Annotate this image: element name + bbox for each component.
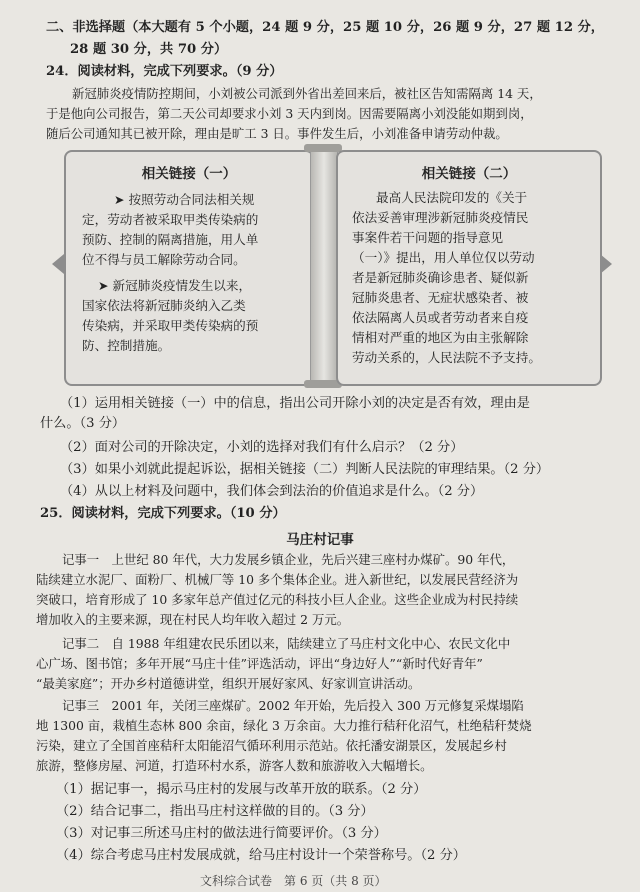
spine-cap-top — [304, 144, 342, 152]
related-link-one-line: 定，劳动者被采取甲类传染病的 — [82, 212, 259, 227]
related-link-two-line: （一）》提出，用人单位仅以劳动 — [352, 250, 535, 265]
box-arrow-right — [600, 254, 612, 274]
related-link-one-line: 防、控制措施。 — [82, 338, 171, 353]
page-footer: 文科综合试卷 第 6 页（共 8 页） — [200, 874, 387, 888]
related-link-two-line: 依法隔离人员或者劳动者来自疫 — [352, 310, 529, 325]
q25-material-line: “最美家庭”；开办乡村道德讲堂，组织开展好家风、好家训宣讲活动。 — [36, 676, 421, 691]
q24-heading: 24．阅读材料，完成下列要求。（9 分） — [46, 64, 283, 79]
q24-question-4: （4）从以上材料及问题中，我们体会到法治的价值追求是什么。（2 分） — [60, 484, 484, 499]
q25-heading: 25．阅读材料，完成下列要求。（10 分） — [40, 506, 286, 521]
related-link-one-box — [64, 150, 314, 386]
related-link-two-line: 劳动关系的，人民法院不予支持。 — [352, 350, 541, 365]
q24-question-1: （1）运用相关链接（一）中的信息，指出公司开除小刘的决定是否有效，理由是 — [60, 396, 530, 411]
related-link-two-line: 最高人民法院印发的《关于 — [376, 190, 528, 205]
q25-subtitle: 马庄村记事 — [286, 532, 354, 548]
q24-material-line: 新冠肺炎疫情防控期间，小刘被公司派到外省出差回来后，被社区告知需隔离 14 天， — [72, 86, 542, 101]
q25-material-line: 地 1300 亩，栽植生态林 800 余亩，绿化 3 万余亩。大力推行秸秆化沼气，杜绝秸秆焚烧 — [36, 718, 532, 733]
q25-question-1: （1）据记事一，揭示马庄村的发展与改革开放的联系。（2 分） — [56, 782, 427, 797]
q24-question-2: （2）面对公司的开除决定，小刘的选择对我们有什么启示？（2 分） — [60, 440, 464, 455]
q25-material-line: 记事二 自 1988 年组建农民乐团以来，陆续建立了马庄村文化中心、农民文化中 — [62, 636, 511, 651]
related-link-two-line: 依法妥善审理涉新冠肺炎疫情民 — [352, 210, 529, 225]
related-link-one-line: 预防、控制的隔离措施，用人单 — [82, 232, 259, 247]
book-spine-divider — [310, 148, 338, 384]
q25-question-3: （3）对记事三所述马庄村的做法进行简要评价。（3 分） — [56, 826, 387, 841]
related-link-two-line: 冠肺炎患者、无症状感染者、被 — [352, 290, 529, 305]
related-link-one-title: 相关链接（一） — [141, 166, 237, 182]
q25-material-line: 污染，建立了全国首座秸秆太阳能沼气循环利用示范站。依托潘安湖景区，发展起乡村 — [36, 738, 507, 753]
q25-material-line: 突破口，培育形成了 10 多家年总产值过亿元的科技小巨人企业。这些企业成为村民持续 — [36, 592, 519, 607]
related-link-two-line: 者是新冠肺炎确诊患者、疑似新 — [352, 270, 529, 285]
box-arrow-left — [52, 254, 64, 274]
related-link-two-box — [336, 150, 602, 386]
q24-material-line: 随后公司通知其已被开除，理由是旷工 3 日。事件发生后，小刘准备申请劳动仲裁。 — [46, 126, 508, 141]
q24-material-line: 于是他向公司报告，第二天公司却要求小刘 3 天内到岗。因需要隔离小刘没能如期到岗， — [46, 106, 533, 121]
q25-material-line: 旅游，整修房屋、河道，打造环村水系，游客人数和旅游收入大幅增长。 — [36, 758, 433, 773]
related-link-one-line: ➤ 按照劳动合同法相关规 — [114, 192, 255, 207]
q25-material-line: 增加收入的主要来源，现在村民人均年收入超过 2 万元。 — [36, 612, 350, 627]
q25-material-line: 陆续建立水泥厂、面粉厂、机械厂等 10 多个集体企业。进入新世纪，以发展民营经济为 — [36, 572, 519, 587]
related-link-one-line: 传染病，并采取甲类传染病的预 — [82, 318, 259, 333]
q24-question-3: （3）如果小刘就此提起诉讼，据相关链接（二）判断人民法院的审理结果。（2 分） — [60, 462, 550, 477]
q24-question-1-continued: 什么。（3 分） — [40, 416, 126, 431]
q25-question-2: （2）结合记事二，指出马庄村这样做的目的。（3 分） — [56, 804, 374, 819]
q25-material-line: 记事一 上世纪 80 年代，大力发展乡镇企业，先后兴建三座村办煤矿。90 年代， — [62, 552, 515, 567]
q25-material-line: 记事三 2001 年，关闭三座煤矿。2002 年开始，先后投入 300 万元修复采煤塌陷 — [62, 698, 524, 713]
q25-material-line: 心广场、图书馆；多年开展“马庄十佳”评选活动，评出“身边好人”“新时代好青年” — [36, 656, 483, 671]
related-link-two-line: 情相对严重的地区为由主张解除 — [352, 330, 529, 345]
related-link-one-line: 国家依法将新冠肺炎纳入乙类 — [82, 298, 246, 313]
related-link-one-line: ➤ 新冠肺炎疫情发生以来， — [98, 278, 252, 293]
related-link-one-line: 位不得与员工解除劳动合同。 — [82, 252, 246, 267]
q25-question-4: （4）综合考虑马庄村发展成就，给马庄村设计一个荣誉称号。（2 分） — [56, 848, 466, 863]
related-link-two-line: 事案件若干问题的指导意见 — [352, 230, 504, 245]
section-title: 二、非选择题（本大题有 5 个小题，24 题 9 分，25 题 10 分，26 题 9 分，27 题 12 分， — [46, 20, 604, 35]
section-title-continued: 28 题 30 分，共 70 分） — [70, 42, 228, 57]
related-link-two-title: 相关链接（二） — [421, 166, 517, 182]
